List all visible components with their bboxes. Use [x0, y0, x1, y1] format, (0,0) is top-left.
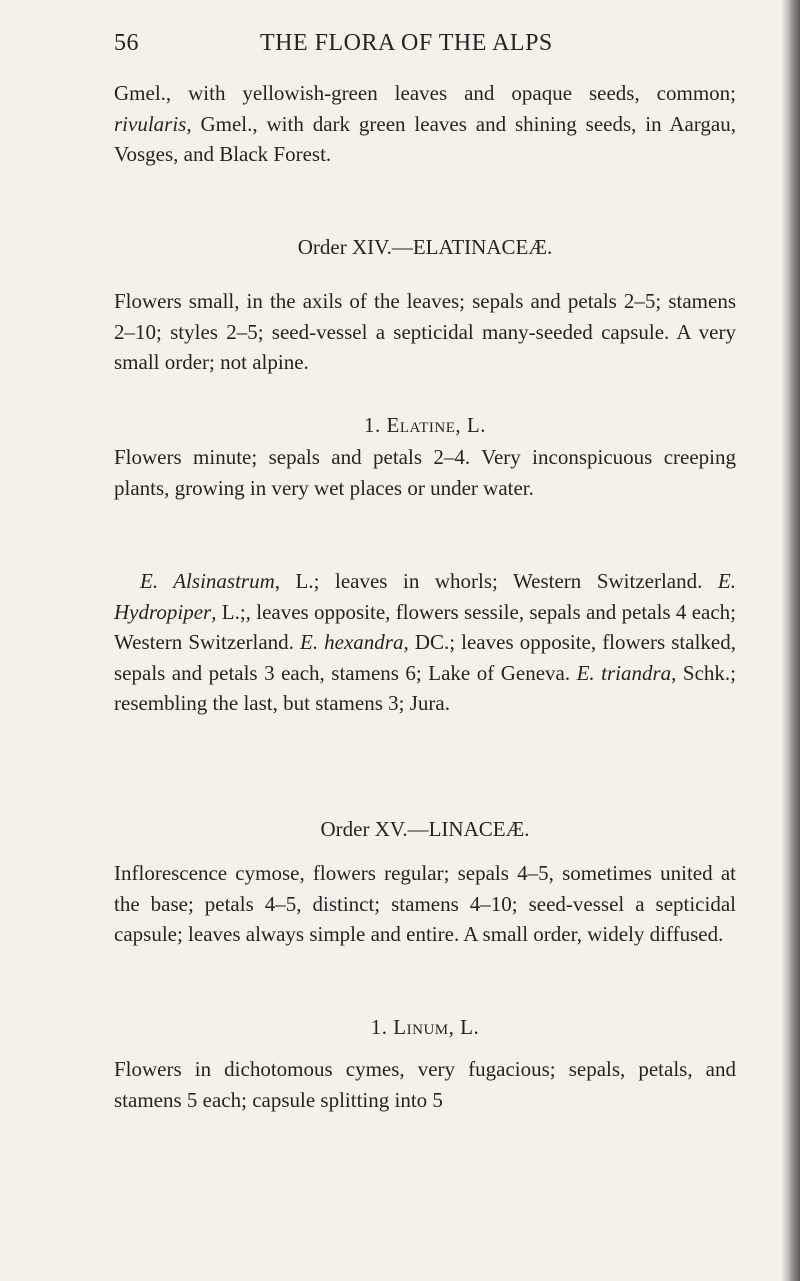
genus-elatine-title: 1. Elatine, L. [364, 413, 486, 437]
order-14-title: Order XIV.—ELATINACEÆ. [297, 235, 553, 259]
paragraph-gmel-continuation [114, 78, 736, 170]
species-triandra: E. triandra [576, 660, 672, 685]
para1-text-c: , Gmel., with dark green leaves and shining seeds, in Aargau, Vosges, and Black Forest. [114, 111, 736, 166]
genus-linum-title: 1. Linum, L. [370, 1015, 480, 1039]
paragraph-elatinaceae-description [114, 286, 736, 378]
paragraph-elatine-species [114, 566, 736, 719]
species-hexandra: E. hexandra [300, 630, 404, 654]
species-hydropiper: E. Hydropiper [114, 569, 736, 624]
order-heading-elatinaceae [114, 232, 736, 263]
para6-text: Flowers in dichotomous cymes, very fugacious; sepals, petals, and stamens 5 each; capsule splitting into 5 [114, 1057, 736, 1112]
para4-text-1: , L.; leaves in whorls; Western Switzerland. [274, 569, 718, 593]
para5-text: Inflorescence cymose, flowers regular; sepals 4–5, sometimes united at the base; petals 4–5, distinct; stamens 4–10; seed-vessel a septicidal capsule; leaves always simple and entire. A small order, widely diffused. [114, 861, 736, 946]
genus-heading-linum [114, 1012, 736, 1043]
para4-text-3: , DC.; leaves opposite, flowers stalked, sepals and petals 3 each, stamens 6; Lake of Geneva. [114, 630, 736, 685]
paragraph-linaceae-description [114, 858, 736, 950]
page-title: THE FLORA OF THE ALPS [260, 30, 553, 56]
page-number: 56 [114, 30, 139, 56]
paragraph-linum-description [114, 1054, 736, 1115]
para1-text-a: Gmel., with yellowish-green leaves and opaque seeds, common; [114, 81, 736, 105]
para3-text: Flowers minute; sepals and petals 2–4. Very inconspicuous creeping plants, growing in very wet places or under water. [114, 445, 736, 500]
species-rivularis: rivularis [114, 111, 187, 136]
para4-text-2: , L.;, leaves opposite, flowers sessile, sepals and petals 4 each; Western Switzerland. [114, 599, 736, 654]
order-heading-linaceae [114, 814, 736, 845]
running-head [114, 30, 724, 64]
species-alsinastrum: E. Alsinastrum [140, 569, 275, 593]
para2-text: Flowers small, in the axils of the leaves; sepals and petals 2–5; stamens 2–10; styles 2–5; seed-vessel a septicidal many-seeded capsule. A very small order; not alpine. [114, 289, 736, 374]
genus-heading-elatine [114, 410, 736, 441]
para4-text-4: , Schk.; resembling the last, but stamens 3; Jura. [114, 660, 736, 715]
paragraph-elatine-description [114, 442, 736, 503]
order-15-title: Order XV.—LINACEÆ. [320, 817, 530, 841]
page-edge-shadow [782, 0, 800, 1281]
